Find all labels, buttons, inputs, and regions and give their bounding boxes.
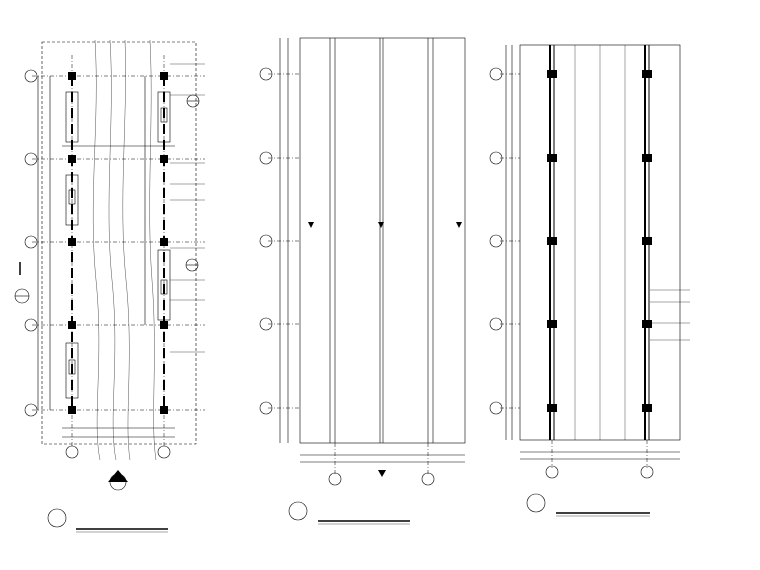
post [160, 72, 168, 80]
plan1-title-circle [48, 509, 66, 527]
plan3-title-block [527, 494, 650, 516]
plan3-column-caps [547, 70, 652, 412]
post [68, 406, 76, 414]
plan1-contour [123, 40, 130, 460]
plan1-north-arrow-icon [108, 470, 128, 482]
plan1-contour [150, 40, 156, 460]
plan1-boundary [42, 42, 196, 444]
plan3-title-circle [527, 494, 545, 512]
plan2-title-circle [289, 502, 307, 520]
plan2-outline [300, 38, 465, 443]
post [160, 321, 168, 329]
plan1-contour [93, 40, 100, 460]
post [160, 155, 168, 163]
plan1-floor-plan [15, 40, 205, 490]
plan1-contour [109, 40, 116, 460]
plan3-framing-plan [500, 45, 690, 468]
post [68, 155, 76, 163]
plan2-title-block [289, 502, 410, 524]
post [160, 406, 168, 414]
post [68, 72, 76, 80]
plan2-roof-plan [268, 38, 465, 477]
plan1-posts [68, 72, 168, 414]
post [68, 238, 76, 246]
plan1-title-block [48, 509, 168, 532]
plan1-leaders [170, 64, 205, 352]
plan3-grid-bubbles [490, 68, 653, 478]
plan2-grid-bubbles [260, 68, 434, 485]
post [68, 321, 76, 329]
post [160, 238, 168, 246]
